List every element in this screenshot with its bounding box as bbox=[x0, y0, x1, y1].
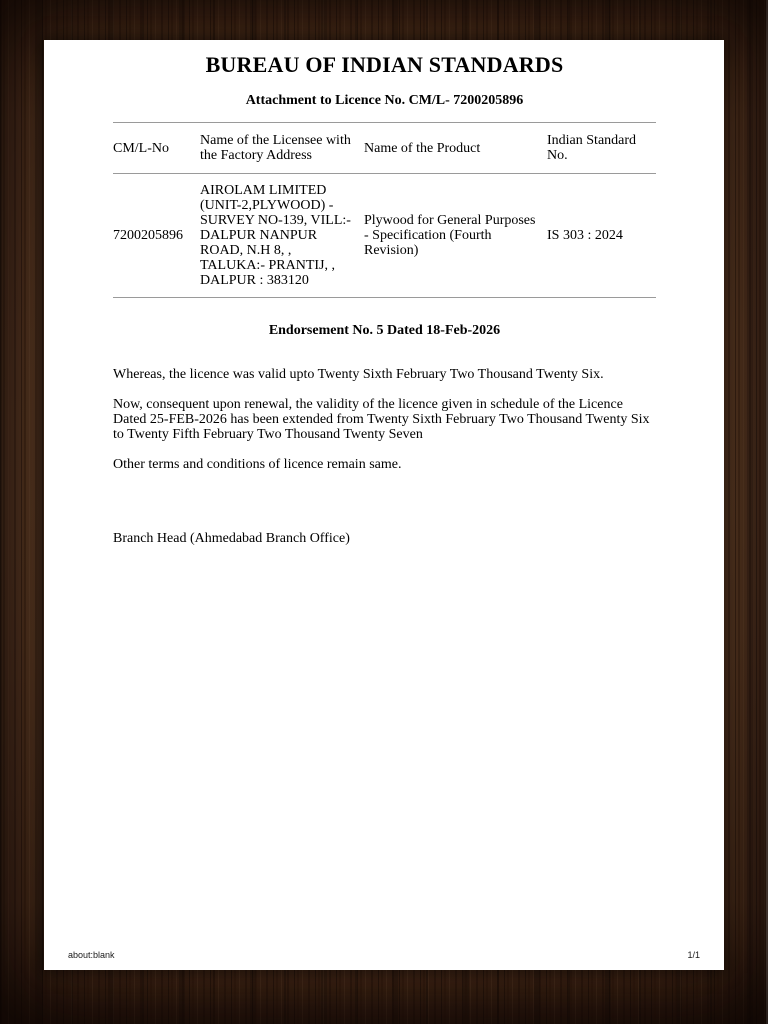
column-header-licensee: Name of the Licensee with the Factory Address bbox=[200, 123, 364, 174]
licence-table bbox=[113, 122, 656, 298]
table-row bbox=[113, 174, 656, 298]
cell-cml-no: 7200205896 bbox=[113, 174, 200, 298]
signature-line: Branch Head (Ahmedabad Branch Office) bbox=[113, 531, 350, 546]
document-title: BUREAU OF INDIAN STANDARDS bbox=[205, 52, 564, 77]
table-header-row bbox=[113, 123, 656, 174]
cell-licensee-address: AIROLAM LIMITED (UNIT-2,PLYWOOD) - SURVEY NO-139, VILL:- DALPUR NANPUR ROAD, N.H 8, , TALUKA:- PRANTIJ, , DALPUR : 383120 bbox=[200, 174, 364, 298]
endorsement-paragraph-3: Other terms and conditions of licence remain same. bbox=[113, 457, 402, 472]
cell-indian-standard: IS 303 : 2024 bbox=[547, 174, 656, 298]
print-footer-page-number: 1/1 bbox=[687, 950, 700, 960]
document-subtitle: Attachment to Licence No. CM/L- 7200205896 bbox=[245, 93, 524, 108]
print-footer-url: about:blank bbox=[68, 950, 115, 960]
column-header-standard: Indian Standard No. bbox=[547, 123, 656, 174]
cell-product-name: Plywood for General Purposes - Specification (Fourth Revision) bbox=[364, 174, 547, 298]
document-content bbox=[44, 40, 724, 546]
column-header-product: Name of the Product bbox=[364, 123, 547, 174]
endorsement-paragraph-1: Whereas, the licence was valid upto Twenty Sixth February Two Thousand Twenty Six. bbox=[113, 367, 604, 382]
document-page bbox=[44, 40, 724, 970]
endorsement-paragraph-2: Now, consequent upon renewal, the validity of the licence given in schedule of the Licence Dated 25-FEB-2026 has been extended from Twenty Sixth February Two Thousand Twenty Six to Twenty Fifth February Two Thousand Twenty Seven bbox=[113, 397, 650, 442]
endorsement-heading: Endorsement No. 5 Dated 18-Feb-2026 bbox=[268, 323, 501, 338]
column-header-cml-no: CM/L-No bbox=[113, 123, 200, 174]
